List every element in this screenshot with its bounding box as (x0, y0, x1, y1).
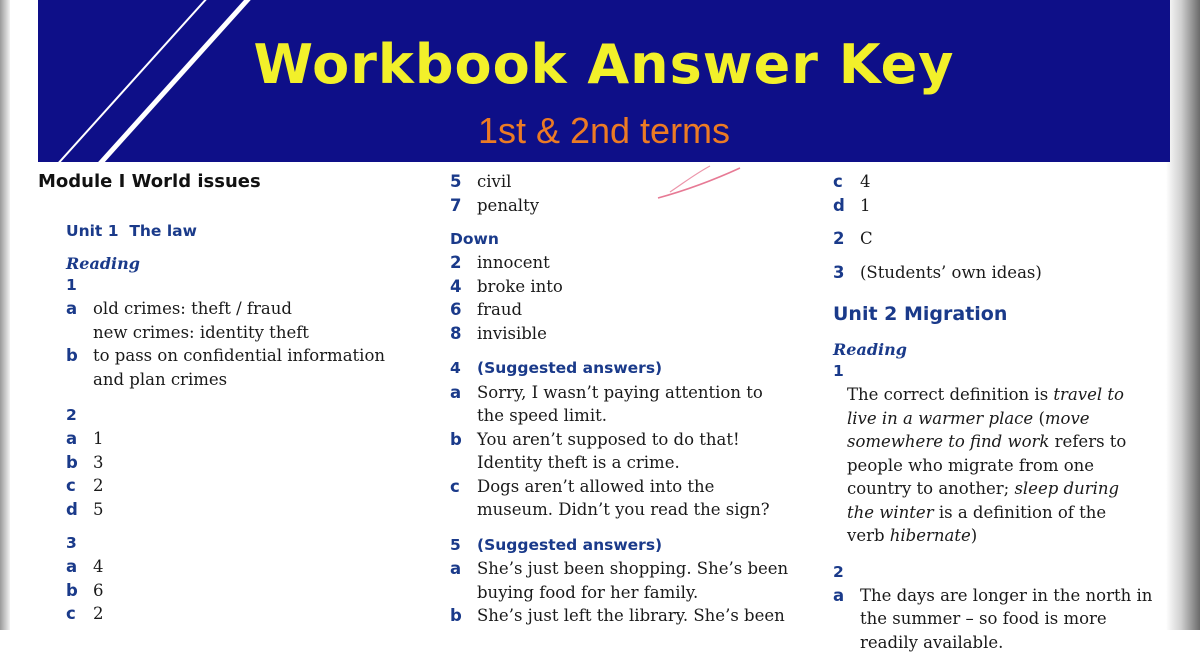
answer-text: 2 (93, 474, 398, 498)
answer-text (93, 297, 398, 344)
answer-row (833, 584, 1163, 654)
definition-italic: move somewhere to find work (847, 409, 1090, 452)
page-edge-left (0, 0, 10, 630)
question-number: 2 (66, 403, 398, 427)
answer-label: 2 (833, 227, 860, 251)
answer-label: d (66, 498, 93, 522)
answer-text: 6 (93, 579, 398, 603)
answer-text: Sorry, I wasn’t paying attention to the speed limit. (477, 381, 790, 428)
unit-heading: Unit 2 Migration (833, 300, 1163, 328)
answer-row (833, 170, 1163, 194)
definition-italic: sleep during the winter (847, 479, 1119, 522)
answer-text: penalty (477, 194, 790, 218)
definition-text: ) (971, 526, 977, 545)
definition-italic: travel to live in a warmer place (847, 385, 1124, 428)
section-heading-reading: Reading (833, 340, 1163, 359)
answer-row (450, 381, 790, 428)
answer-line: new crimes: identity theft (93, 323, 309, 342)
unit-name: The law (129, 222, 197, 240)
definition-italic: hibernate (890, 526, 971, 545)
answer-row (450, 428, 790, 475)
answer-label: a (66, 297, 93, 344)
answer-text: fraud (477, 298, 790, 322)
answer-label: 4 (450, 275, 477, 299)
question-heading (450, 534, 790, 558)
question-number: 1 (833, 359, 1163, 383)
answer-row (450, 322, 790, 346)
answer-row (66, 451, 398, 475)
answer-row (66, 602, 398, 626)
answer-text: broke into (477, 275, 790, 299)
answer-row (450, 557, 790, 604)
answer-label: a (66, 555, 93, 579)
answer-text: innocent (477, 251, 790, 275)
answer-label: c (66, 602, 93, 626)
answer-label: c (833, 170, 860, 194)
answer-text: 1 (93, 427, 398, 451)
answer-text: 4 (860, 170, 1163, 194)
section-heading-down: Down (450, 227, 790, 251)
answer-label: a (450, 557, 477, 604)
definition-text: ( (1033, 409, 1045, 428)
answer-row (450, 251, 790, 275)
answer-text: 4 (93, 555, 398, 579)
answer-row (450, 604, 790, 628)
answer-line: old crimes: theft / fraud (93, 299, 292, 318)
answer-row (833, 261, 1163, 285)
answer-label: c (66, 474, 93, 498)
question-heading-text: (Suggested answers) (477, 357, 662, 381)
answer-row (66, 555, 398, 579)
answer-text: She’s just left the library. She’s been (477, 604, 790, 628)
answer-label: b (66, 579, 93, 603)
answer-row (833, 227, 1163, 251)
answer-row (450, 194, 790, 218)
definition-text: refers to people who migrate from one country to another; (847, 432, 1126, 498)
answer-row (66, 498, 398, 522)
answer-row (833, 194, 1163, 218)
definition-text: The correct definition is (847, 385, 1053, 404)
answer-row (66, 297, 398, 344)
definition-text: is a definition of the verb (847, 503, 1106, 546)
answer-text: You aren’t supposed to do that! Identity theft is a crime. (477, 428, 790, 475)
question-number: 1 (66, 273, 398, 297)
question-heading-text: (Suggested answers) (477, 534, 662, 558)
answer-label: 3 (833, 261, 860, 285)
answer-text: 2 (93, 602, 398, 626)
answer-text: She’s just been shopping. She’s been buying food for her family. (477, 557, 790, 604)
section-heading-reading: Reading (66, 254, 398, 273)
answer-label: b (450, 604, 477, 628)
column-right (833, 170, 1163, 654)
answer-label: b (66, 344, 93, 391)
answer-label: b (450, 428, 477, 475)
banner-title: Workbook Answer Key (38, 33, 1170, 96)
answer-label: 7 (450, 194, 477, 218)
answer-label: a (833, 584, 860, 654)
answer-label: a (450, 381, 477, 428)
page-edge-right (1166, 0, 1200, 630)
answer-label: d (833, 194, 860, 218)
definition-paragraph (833, 383, 1147, 548)
column-middle (450, 170, 790, 628)
answer-label: a (66, 427, 93, 451)
module-title: Module I World issues (38, 171, 398, 192)
answer-label: 6 (450, 298, 477, 322)
answer-label: 2 (450, 251, 477, 275)
answer-text: invisible (477, 322, 790, 346)
unit-number: Unit 1 (66, 222, 119, 240)
answer-row (450, 170, 790, 194)
answer-row (66, 579, 398, 603)
answer-row (66, 474, 398, 498)
answer-row (66, 344, 398, 391)
answer-text: 5 (93, 498, 398, 522)
question-number: 3 (66, 531, 398, 555)
question-heading (450, 357, 790, 381)
banner-subtitle: 1st & 2nd terms (38, 110, 1170, 152)
answer-text: 1 (860, 194, 1163, 218)
unit-heading (66, 222, 398, 240)
question-number: 4 (450, 357, 477, 381)
answer-text: civil (477, 170, 790, 194)
answer-row (450, 298, 790, 322)
answer-label: b (66, 451, 93, 475)
question-number: 2 (833, 560, 1163, 584)
question-number: 5 (450, 534, 477, 558)
answer-text: 3 (93, 451, 398, 475)
answer-row (450, 275, 790, 299)
header-banner (38, 0, 1170, 162)
column-left (38, 170, 398, 626)
answer-label: 5 (450, 170, 477, 194)
answer-label: c (450, 475, 477, 522)
answer-text: to pass on confidential information and plan crimes (93, 344, 398, 391)
answer-text: C (860, 227, 1163, 251)
answer-label: 8 (450, 322, 477, 346)
answer-text: The days are longer in the north in the summer – so food is more readily available. (860, 584, 1163, 654)
answer-row (66, 427, 398, 451)
answer-text: (Students’ own ideas) (860, 261, 1163, 285)
answer-text: Dogs aren’t allowed into the museum. Didn’t you read the sign? (477, 475, 790, 522)
answer-row (450, 475, 790, 522)
